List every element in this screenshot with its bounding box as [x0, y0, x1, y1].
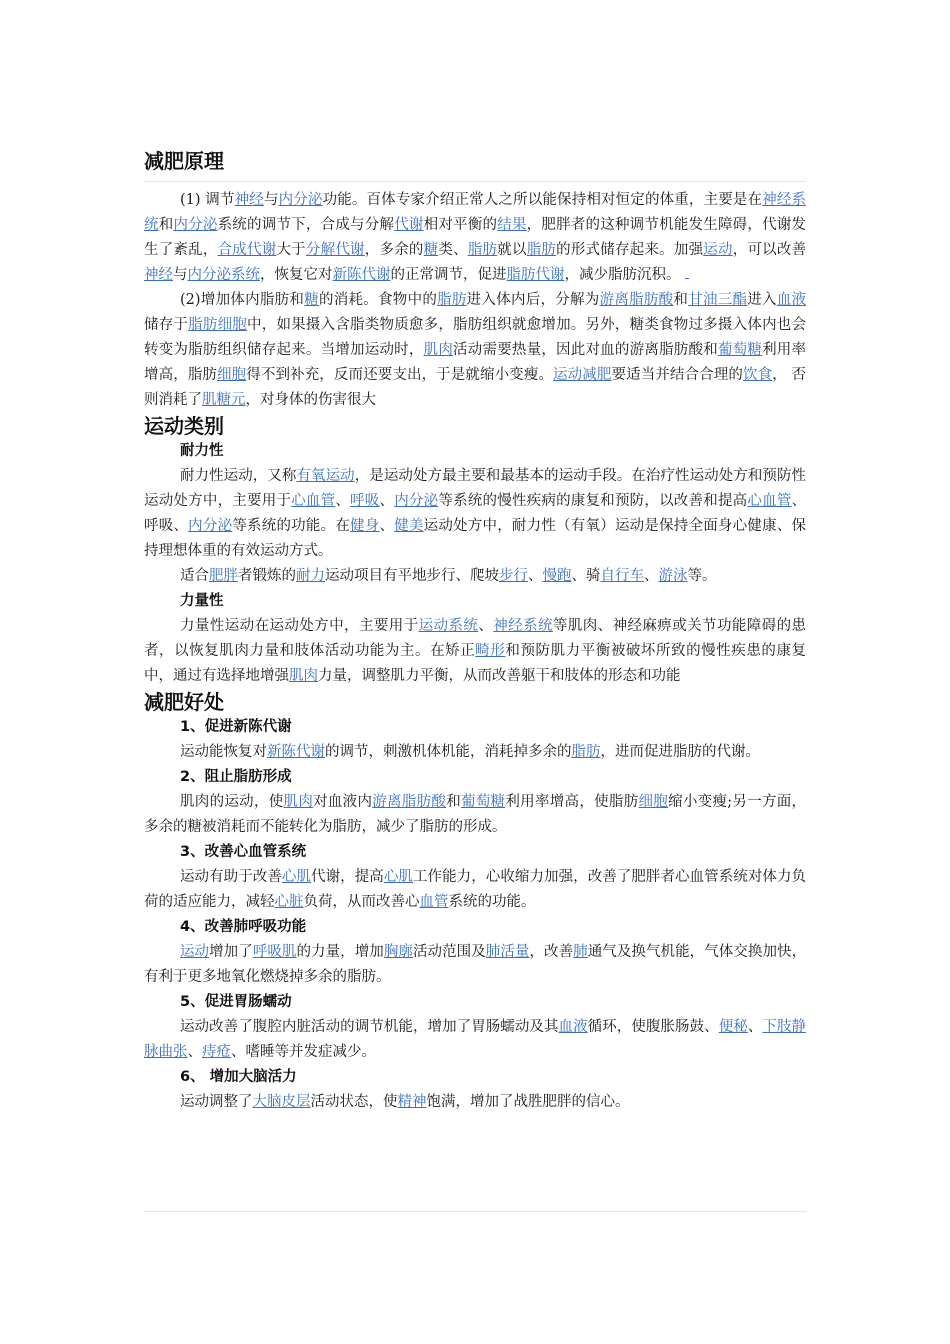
benefit-title: 6、 增加大脑活力 [180, 1069, 297, 1085]
text-run: 和 [673, 292, 689, 308]
text-run: 得不到补充，反而还要支出，于是就缩小变瘦。 [246, 367, 554, 383]
text-run: 、骑 [571, 568, 601, 584]
benefit-list [144, 715, 806, 1115]
term-link[interactable]: 脂肪细胞 [188, 317, 248, 333]
term-link[interactable]: 神经 [144, 267, 173, 283]
text-run: 进入体内后，分解为 [466, 292, 600, 308]
text-run: 系统的功能。 [448, 894, 536, 910]
paragraph [144, 288, 806, 413]
benefit-body [144, 1090, 806, 1115]
term-link[interactable]: 肌肉 [283, 794, 314, 810]
benefit-body [144, 865, 806, 915]
term-link[interactable]: 便秘 [718, 1019, 748, 1035]
term-link[interactable]: 胸廓 [383, 944, 413, 960]
text-run: 、 [379, 518, 395, 534]
text-run: 的调节，刺激机体机能，消耗掉多余的 [325, 744, 572, 760]
term-link[interactable]: 内分泌 [173, 217, 218, 233]
text-run: 活动需要热量，因此对血的游离脂肪酸和 [453, 342, 718, 358]
text-run: 肌肉的运动，使 [180, 794, 284, 810]
term-link[interactable]: 糖 [304, 292, 319, 308]
section-title: 减肥原理 [144, 148, 806, 182]
term-link[interactable]: 脂肪代谢 [506, 267, 565, 283]
term-link[interactable]: 肌肉 [289, 668, 318, 684]
text-run: 的正常调节，促进 [390, 267, 507, 283]
text-run: 对血液内 [313, 794, 373, 810]
term-link[interactable]: 畸形 [475, 643, 506, 659]
text-run: 相对平衡的 [423, 217, 498, 233]
text-run: 者锻炼的 [238, 568, 296, 584]
text-run: 就以 [497, 242, 527, 258]
term-link[interactable]: 内分泌系统 [187, 267, 260, 283]
term-link[interactable]: 细胞 [638, 794, 669, 810]
text-run: 、 [478, 618, 494, 634]
paragraph [144, 188, 806, 288]
section-principle [144, 148, 806, 413]
term-link[interactable]: 游泳 [658, 568, 688, 584]
term-link[interactable]: 新陈代谢 [332, 267, 391, 283]
term-link[interactable]: 呼吸肌 [252, 944, 297, 960]
term-link[interactable]: 神经系统 [493, 618, 553, 634]
term-link[interactable]: 血液 [558, 1019, 588, 1035]
text-run: ，肥胖者的这种调节机能发生障碍，代谢发生了紊乱， [144, 217, 807, 258]
text-run: 和 [158, 217, 174, 233]
benefit-body [144, 940, 806, 990]
text-run: 功能。百体专家介绍正常人之所以能保持相对恒定的体重，主要是在 [322, 192, 763, 208]
text-run: 活动状态，使 [310, 1094, 398, 1110]
benefit-title: 1、促进新陈代谢 [180, 719, 292, 735]
term-link[interactable]: 耐力 [296, 568, 325, 584]
term-link[interactable]: 甘油三酯 [688, 292, 748, 308]
text-run: 、嗜睡等并发症减少。 [231, 1044, 376, 1060]
term-link[interactable]: 细胞 [217, 367, 247, 383]
text-run: 利用率增高，使脂肪 [505, 794, 639, 810]
text-run: 要适当并结合合理的 [611, 367, 743, 383]
section-title: 运动类别 [144, 414, 224, 438]
text-run: 与 [173, 267, 188, 283]
term-link[interactable]: 内分泌 [188, 518, 233, 534]
text-run: ，减少脂肪沉积。 [564, 267, 681, 283]
text-run: 通气及换气机能，气体交换加快，有利于更多地氧化燃烧掉多余的脂肪。 [144, 944, 807, 985]
text-run: 运动改善了腹腔内脏活动的调节机能，增加了胃肠蠕动及其 [180, 1019, 559, 1035]
text-run: 代谢，提高 [311, 869, 384, 885]
term-link[interactable]: 肌肉 [423, 342, 454, 358]
subsection-title: 耐力性 [180, 443, 224, 459]
term-link[interactable]: 肺活量 [485, 944, 530, 960]
text-run: 、 [644, 568, 659, 584]
term-link[interactable]: 饮食 [742, 367, 773, 383]
text-run: 系统的调节下，合成与分解 [217, 217, 395, 233]
term-link[interactable]: 步行 [499, 568, 528, 584]
text-run: 、 [379, 493, 395, 509]
term-link[interactable]: 神经 [234, 192, 264, 208]
term-link[interactable]: 内分泌 [394, 493, 439, 509]
text-run: 等肌肉、神经麻痹或关节功能障碍的患者，以恢复肌肉力量和肢体活动功能为主。在矫正 [144, 618, 807, 659]
text-run: 和预防肌力平衡被破坏所致的慢性疾患的康复中，通过有选择地增强 [144, 643, 807, 684]
text-run: 利用率增高，脂肪 [144, 342, 807, 383]
term-link[interactable]: 运动系统 [418, 618, 479, 634]
text-run: 、 [528, 568, 543, 584]
text-run: 的消耗。食物中的 [318, 292, 438, 308]
text-run: 运动处方中，耐力性（有氧）运动是保持全面身心健康、保持理想体重的有效运动方式。 [144, 518, 807, 559]
term-link[interactable]: 呼吸 [350, 493, 380, 509]
text-run: 储存于 [144, 317, 189, 333]
term-link[interactable]: 有氧运动 [296, 468, 355, 484]
text-run: 运动有助于改善 [180, 869, 282, 885]
text-run: 增加了 [209, 944, 253, 960]
text-run: ，可以改善 [732, 242, 807, 258]
benefit-title: 4、改善肺呼吸功能 [180, 919, 307, 935]
term-link[interactable]: 肌糖元 [202, 392, 246, 408]
text-run: 的形式储存起来。加强 [556, 242, 704, 258]
document-page [144, 148, 806, 1115]
paragraph [144, 564, 806, 589]
benefit-body [144, 740, 806, 765]
text-run: 运动能恢复对 [180, 744, 267, 760]
text-run: ，改善 [529, 944, 574, 960]
text-run: 中，如果摄入含脂类物质愈多，脂肪组织就愈增加。另外，糖类食物过多摄入体内也会转变为脂肪组织储存起来。当增加运动时， [144, 317, 807, 358]
text-run: 、 [747, 1019, 763, 1035]
term-link[interactable]: 精神 [397, 1094, 427, 1110]
text-run: 运动调整了 [180, 1094, 253, 1110]
term-link[interactable]: 葡萄糖 [461, 794, 506, 810]
term-link[interactable]: 慢跑 [542, 568, 572, 584]
text-run: 的力量，增加 [296, 944, 384, 960]
term-link[interactable]: 游离脂肪酸 [372, 794, 447, 810]
section-title: 减肥好处 [144, 690, 224, 714]
text-run: 等系统的慢性疾病的康复和预防，以改善和提高 [438, 493, 748, 509]
text-run: 运动项目有平地步行、爬坡 [325, 568, 499, 584]
term-link[interactable]: 心脏 [274, 894, 304, 910]
section-benefits [144, 689, 806, 1115]
term-link[interactable]: 运动 [703, 242, 733, 258]
text-run: 负荷，从而改善心 [303, 894, 420, 910]
benefit-body [144, 1015, 806, 1065]
text-run: 循环，使腹胀肠鼓、 [587, 1019, 719, 1035]
term-link[interactable]: 健美 [394, 518, 424, 534]
text-run: 适合 [180, 568, 209, 584]
subsection-title: 力量性 [180, 593, 224, 609]
text-run: (1) 调节 [180, 192, 235, 208]
term-link[interactable]: 自行车 [600, 568, 644, 584]
text-run: 活动范围及 [412, 944, 486, 960]
term-link[interactable]: 心血管 [291, 493, 336, 509]
term-link[interactable]: 代谢 [394, 217, 424, 233]
text-cursor [685, 278, 689, 279]
text-run: (2)增加体内脂肪和 [180, 292, 305, 308]
term-link[interactable]: 下肢静脉曲张 [144, 1019, 807, 1060]
text-run: 与 [263, 192, 279, 208]
term-link[interactable]: 葡萄糖 [717, 342, 763, 358]
term-link[interactable]: 内分泌 [278, 192, 323, 208]
term-link[interactable]: 心肌 [383, 869, 413, 885]
benefit-body [144, 790, 806, 840]
text-run: ，进而促进脂肪的代谢。 [600, 744, 760, 760]
term-link[interactable]: 脂肪 [571, 744, 601, 760]
text-run: 力量，调整肌力平衡，从而改善躯干和肢体的形态和功能 [318, 668, 681, 684]
term-link[interactable]: 分解代谢 [305, 242, 365, 258]
text-run: 、 [187, 1044, 202, 1060]
term-link[interactable]: 合成代谢 [217, 242, 277, 258]
term-link[interactable]: 健身 [350, 518, 380, 534]
text-run: 等系统的功能。在 [232, 518, 351, 534]
paragraph [144, 464, 806, 564]
term-link[interactable]: 脂肪 [437, 292, 467, 308]
bottom-divider [144, 1211, 806, 1212]
term-link[interactable]: 血管 [419, 894, 449, 910]
text-run: 、呼吸、 [144, 493, 807, 534]
text-run: ，多余的 [364, 242, 424, 258]
text-run: 耐力性运动，又称 [180, 468, 297, 484]
benefit-title: 5、促进胃肠蠕动 [180, 994, 292, 1010]
text-run: 类、 [438, 242, 468, 258]
term-link[interactable]: 心血管 [747, 493, 792, 509]
text-run: 缩小变瘦;另一方面，多余的糖被消耗而不能转化为脂肪，减少了脂肪的形成。 [144, 794, 807, 835]
term-link[interactable]: 糖 [423, 242, 439, 258]
term-link[interactable]: 大脑皮层 [252, 1094, 311, 1110]
section-types [144, 413, 806, 689]
text-run: 工作能力，心收缩力加强，改善了肥胖者心血管系统对体力负荷的适应能力，减轻 [144, 869, 807, 910]
term-link[interactable]: 脂肪 [526, 242, 557, 258]
text-run: 、 [335, 493, 351, 509]
term-link[interactable]: 肺 [573, 944, 588, 960]
text-run: 和 [446, 794, 462, 810]
term-link[interactable]: 痔疮 [202, 1044, 231, 1060]
text-run: ，是运动处方最主要和最基本的运动手段。在治疗性运动处方和预防性运动处方中，主要用于 [144, 468, 807, 509]
benefit-title: 3、改善心血管系统 [180, 844, 307, 860]
term-link[interactable]: 运动 [180, 944, 210, 960]
term-link[interactable]: 新陈代谢 [267, 744, 325, 760]
term-link[interactable]: 神经系统 [144, 192, 807, 233]
term-link[interactable]: 心肌 [281, 869, 312, 885]
text-run: ，对身体的伤害很大 [245, 392, 376, 408]
term-link[interactable]: 血液 [776, 292, 807, 308]
text-run: 等。 [687, 568, 717, 584]
term-link[interactable]: 肥胖 [209, 568, 238, 584]
text-run: ，恢复它对 [260, 267, 333, 283]
term-link[interactable]: 结果 [497, 217, 527, 233]
benefit-title: 2、阻止脂肪形成 [180, 769, 292, 785]
text-run: 大于 [276, 242, 306, 258]
text-run: 进入 [747, 292, 777, 308]
text-run: 力量性运动在运动处方中，主要用于 [180, 618, 419, 634]
paragraph [144, 614, 806, 689]
term-link[interactable]: 游离脂肪酸 [599, 292, 674, 308]
term-link[interactable]: 运动减肥 [553, 367, 612, 383]
text-run: 饱满，增加了战胜肥胖的信心。 [426, 1094, 630, 1110]
text-run: ， 否则消耗了 [144, 367, 807, 408]
term-link[interactable]: 脂肪 [467, 242, 498, 258]
